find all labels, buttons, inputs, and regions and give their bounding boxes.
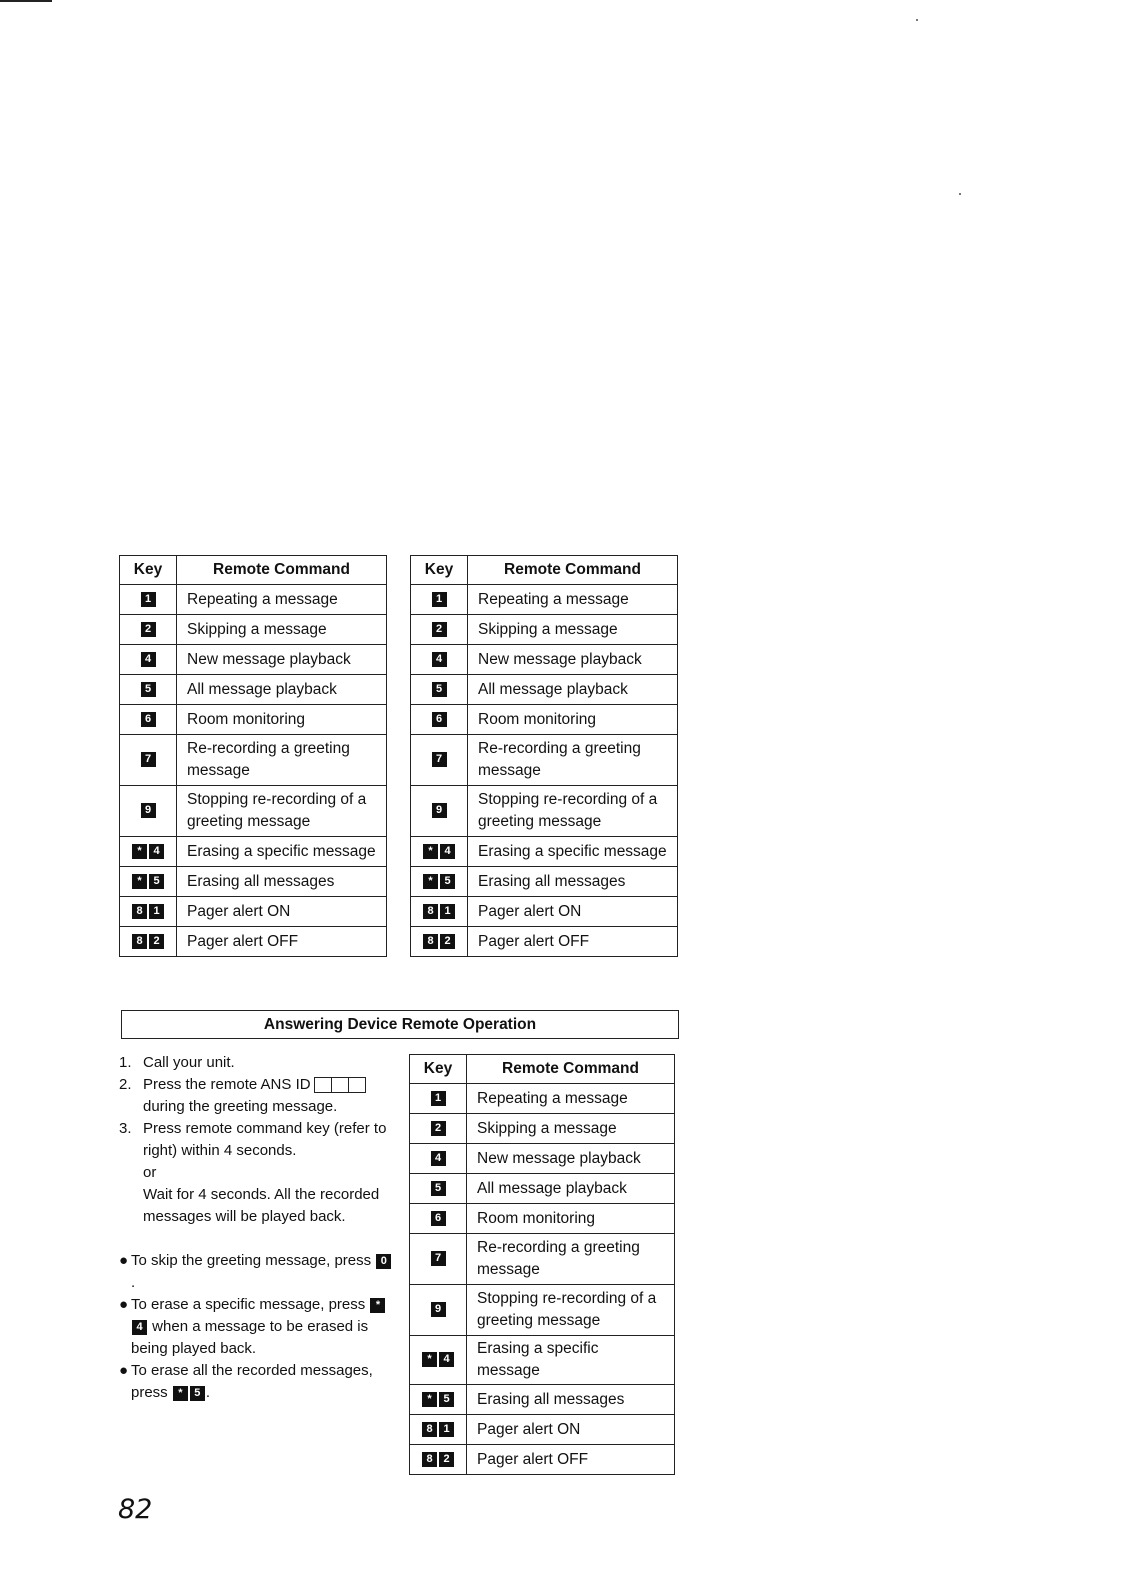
command-row: [120, 927, 387, 957]
step-list: [119, 1052, 394, 1228]
key-8-icon: 8: [423, 904, 438, 919]
command-row: [410, 1174, 675, 1204]
key-5-icon: 5: [440, 874, 455, 889]
key-star-icon: *: [370, 1298, 385, 1313]
key-1-icon: 1: [431, 1091, 446, 1106]
command-column-header: Remote Command: [467, 1055, 675, 1084]
command-label: Room monitoring: [468, 705, 678, 735]
key-5-icon: 5: [432, 682, 447, 697]
key-cell: [410, 1285, 467, 1336]
key-star-icon: *: [423, 844, 438, 859]
key-4-icon: 4: [439, 1352, 454, 1367]
remote-command-table-3: [409, 1054, 675, 1475]
command-row: [411, 645, 678, 675]
command-label: Erasing all messages: [177, 867, 387, 897]
command-label: New message playback: [468, 645, 678, 675]
key-cell: [120, 705, 177, 735]
command-label: Pager alert ON: [467, 1415, 675, 1445]
ans-id-boxes: [315, 1076, 366, 1093]
command-row: [120, 705, 387, 735]
key-cell: [120, 867, 177, 897]
scan-speck: [916, 19, 918, 21]
key-cell: [410, 1336, 467, 1385]
page-corner-rule: [0, 0, 52, 2]
key-1-icon: 1: [439, 1422, 454, 1437]
bullet-icon: ●: [119, 1362, 129, 1379]
command-row: [120, 837, 387, 867]
id-digit-box-icon: [348, 1077, 366, 1093]
step-number: 2.: [119, 1076, 132, 1093]
note-skip-greeting: ● To skip the greeting message, press 0.: [119, 1250, 394, 1294]
command-label: Re-recording a greeting message: [177, 735, 387, 786]
step-or: or: [143, 1164, 157, 1181]
command-label: New message playback: [177, 645, 387, 675]
bullet-icon: ●: [119, 1296, 129, 1313]
command-row: [410, 1445, 675, 1475]
key-4-icon: 4: [432, 652, 447, 667]
operation-section-title: Answering Device Remote Operation: [121, 1010, 679, 1039]
key-6-icon: 6: [431, 1211, 446, 1226]
command-row: [410, 1114, 675, 1144]
key-cell: [120, 615, 177, 645]
key-cell: [411, 645, 468, 675]
key-cell: [410, 1084, 467, 1114]
command-row: [411, 705, 678, 735]
command-label: Re-recording a greeting message: [468, 735, 678, 786]
command-row: [411, 897, 678, 927]
key-cell: [120, 837, 177, 867]
key-column-header: Key: [411, 556, 468, 585]
key-5-icon: 5: [190, 1386, 205, 1401]
key-5-icon: 5: [431, 1181, 446, 1196]
key-star-icon: *: [132, 844, 147, 859]
command-label: Room monitoring: [177, 705, 387, 735]
key-7-icon: 7: [141, 752, 156, 767]
key-4-icon: 4: [431, 1151, 446, 1166]
command-row: [410, 1204, 675, 1234]
step-text: during the greeting message.: [143, 1098, 338, 1115]
operation-instructions: [119, 1052, 394, 1404]
key-cell: [411, 705, 468, 735]
command-row: [410, 1285, 675, 1336]
key-cell: [410, 1445, 467, 1475]
step-text: Press remote command key (refer to right) within 4 seconds.: [143, 1120, 387, 1159]
command-label: Repeating a message: [467, 1084, 675, 1114]
key-4-icon: 4: [149, 844, 164, 859]
command-label: Skipping a message: [468, 615, 678, 645]
command-column-header: Remote Command: [177, 556, 387, 585]
key-cell: [120, 927, 177, 957]
key-2-icon: 2: [440, 934, 455, 949]
scan-speck: [959, 193, 961, 195]
command-row: [120, 585, 387, 615]
key-cell: [410, 1415, 467, 1445]
key-5-icon: 5: [141, 682, 156, 697]
key-8-icon: 8: [423, 934, 438, 949]
step-number: 1.: [119, 1054, 132, 1071]
key-7-icon: 7: [432, 752, 447, 767]
key-cell: [411, 927, 468, 957]
key-cell: [410, 1114, 467, 1144]
note-erase-specific: ● To erase a specific message, press *4 when a message to be erased is being played back.: [119, 1294, 394, 1360]
command-label: Pager alert OFF: [177, 927, 387, 957]
command-label: Re-recording a greeting message: [467, 1234, 675, 1285]
key-8-icon: 8: [422, 1422, 437, 1437]
key-4-icon: 4: [141, 652, 156, 667]
id-digit-box-icon: [331, 1077, 349, 1093]
command-label: Room monitoring: [467, 1204, 675, 1234]
key-2-icon: 2: [431, 1121, 446, 1136]
command-label: Pager alert OFF: [467, 1445, 675, 1475]
key-0-icon: 0: [376, 1254, 391, 1269]
command-label: Skipping a message: [177, 615, 387, 645]
key-column-header: Key: [120, 556, 177, 585]
command-label: Skipping a message: [467, 1114, 675, 1144]
step-1: [119, 1052, 394, 1074]
command-label: Erasing a specific message: [468, 837, 678, 867]
command-label: All message playback: [177, 675, 387, 705]
command-row: [410, 1415, 675, 1445]
command-row: [410, 1385, 675, 1415]
command-row: [120, 786, 387, 837]
step-number: 3.: [119, 1120, 132, 1137]
command-label: Stopping re-recording of a greeting message: [468, 786, 678, 837]
key-5-icon: 5: [439, 1392, 454, 1407]
key-4-icon: 4: [440, 844, 455, 859]
notes-list: [119, 1250, 394, 1404]
id-digit-box-icon: [314, 1077, 332, 1093]
key-cell: [411, 786, 468, 837]
command-label: Stopping re-recording of a greeting message: [467, 1285, 675, 1336]
key-cell: [120, 645, 177, 675]
key-9-icon: 9: [431, 1302, 446, 1317]
command-row: [120, 675, 387, 705]
key-cell: [411, 615, 468, 645]
command-label: Erasing a specific message: [467, 1336, 675, 1385]
key-2-icon: 2: [149, 934, 164, 949]
command-label: Repeating a message: [177, 585, 387, 615]
step-alt-text: Wait for 4 seconds. All the recorded messages will be played back.: [143, 1186, 380, 1225]
key-cell: [411, 867, 468, 897]
key-column-header: Key: [410, 1055, 467, 1084]
key-star-icon: *: [173, 1386, 188, 1401]
key-8-icon: 8: [422, 1452, 437, 1467]
page-number: 82: [118, 1494, 153, 1525]
key-cell: [411, 675, 468, 705]
command-column-header: Remote Command: [468, 556, 678, 585]
key-cell: [410, 1234, 467, 1285]
key-cell: [120, 897, 177, 927]
command-label: All message playback: [467, 1174, 675, 1204]
key-cell: [120, 675, 177, 705]
command-row: [410, 1084, 675, 1114]
key-star-icon: *: [422, 1392, 437, 1407]
key-cell: [411, 735, 468, 786]
command-row: [410, 1144, 675, 1174]
command-row: [411, 927, 678, 957]
command-label: New message playback: [467, 1144, 675, 1174]
command-label: Stopping re-recording of a greeting message: [177, 786, 387, 837]
key-star-icon: *: [132, 874, 147, 889]
key-cell: [120, 735, 177, 786]
command-row: [410, 1336, 675, 1385]
key-9-icon: 9: [432, 803, 447, 818]
step-3: [119, 1118, 394, 1228]
key-cell: [411, 837, 468, 867]
step-2: [119, 1074, 394, 1118]
step-text: Press the remote ANS ID: [143, 1076, 311, 1093]
key-1-icon: 1: [149, 904, 164, 919]
key-cell: [410, 1385, 467, 1415]
key-cell: [411, 897, 468, 927]
key-4-icon: 4: [132, 1320, 147, 1335]
command-row: [120, 735, 387, 786]
key-9-icon: 9: [141, 803, 156, 818]
key-7-icon: 7: [431, 1251, 446, 1266]
key-cell: [120, 786, 177, 837]
command-row: [411, 585, 678, 615]
key-star-icon: *: [423, 874, 438, 889]
key-cell: [411, 585, 468, 615]
key-cell: [120, 585, 177, 615]
command-row: [411, 837, 678, 867]
key-star-icon: *: [422, 1352, 437, 1367]
remote-command-table-1: [119, 555, 387, 957]
key-1-icon: 1: [440, 904, 455, 919]
command-row: [411, 675, 678, 705]
command-row: [120, 897, 387, 927]
key-cell: [410, 1144, 467, 1174]
key-1-icon: 1: [141, 592, 156, 607]
key-1-icon: 1: [432, 592, 447, 607]
command-label: Pager alert ON: [468, 897, 678, 927]
command-label: Erasing all messages: [467, 1385, 675, 1415]
command-row: [411, 867, 678, 897]
command-row: [120, 615, 387, 645]
key-2-icon: 2: [439, 1452, 454, 1467]
command-row: [120, 867, 387, 897]
key-2-icon: 2: [432, 622, 447, 637]
note-erase-all: ● To erase all the recorded messages, press * 5 .: [119, 1362, 373, 1401]
key-2-icon: 2: [141, 622, 156, 637]
command-label: Repeating a message: [468, 585, 678, 615]
key-8-icon: 8: [132, 904, 147, 919]
command-label: Pager alert OFF: [468, 927, 678, 957]
key-8-icon: 8: [132, 934, 147, 949]
key-5-icon: 5: [149, 874, 164, 889]
key-cell: [410, 1174, 467, 1204]
command-label: Erasing a specific message: [177, 837, 387, 867]
command-row: [411, 735, 678, 786]
remote-command-table-2: [410, 555, 678, 957]
command-row: [410, 1234, 675, 1285]
key-6-icon: 6: [432, 712, 447, 727]
key-6-icon: 6: [141, 712, 156, 727]
bullet-icon: ●: [119, 1252, 129, 1269]
command-label: Pager alert ON: [177, 897, 387, 927]
key-cell: [410, 1204, 467, 1234]
command-label: Erasing all messages: [468, 867, 678, 897]
command-row: [411, 786, 678, 837]
command-row: [411, 615, 678, 645]
command-row: [120, 645, 387, 675]
command-label: All message playback: [468, 675, 678, 705]
step-text: Call your unit.: [143, 1054, 235, 1071]
